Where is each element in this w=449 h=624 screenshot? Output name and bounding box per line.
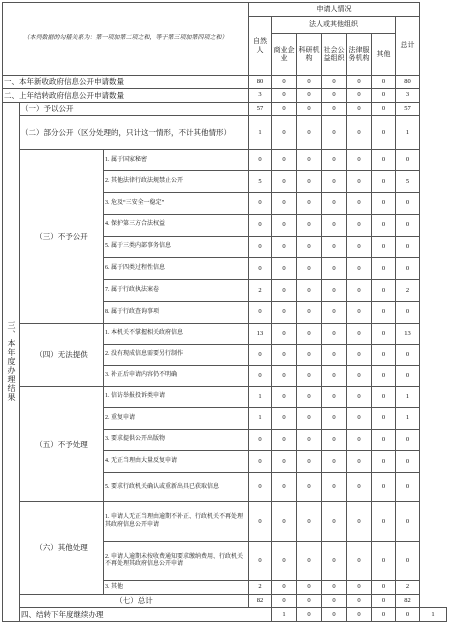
other-value: 0 [372, 89, 396, 103]
other-value: 0 [372, 451, 396, 473]
commercial-value: 0 [272, 258, 297, 280]
research-value: 0 [297, 280, 322, 302]
legal-service-value: 0 [347, 193, 372, 215]
total-value: 1 [396, 407, 420, 429]
row-label: 2. 没有现成信息需要另行制作 [104, 344, 249, 366]
natural-person-value: 0 [249, 150, 272, 171]
other-value: 0 [396, 608, 420, 622]
legal-service-value: 0 [347, 594, 372, 608]
research-header: 科研机构 [297, 34, 322, 76]
commercial-value: 0 [272, 451, 297, 473]
commercial-value: 0 [272, 102, 297, 116]
applicant-info-header: 申请人情况 [249, 3, 420, 17]
other-value: 0 [372, 301, 396, 323]
total-value: 0 [396, 214, 420, 236]
commercial-value: 0 [272, 366, 297, 387]
legal-service-value: 0 [347, 407, 372, 429]
research-value: 0 [297, 451, 322, 473]
total-value: 5 [396, 171, 420, 193]
natural-person-value: 0 [249, 193, 272, 215]
section-three-label: 三、本年度办理结果 [3, 102, 20, 621]
other-value: 0 [372, 214, 396, 236]
header-note: （本列数据的勾稽关系为：第一项加第二项之和，等于第三项加第四项之和） [3, 3, 249, 76]
commercial-value: 0 [272, 89, 297, 103]
commercial-value: 0 [297, 608, 322, 622]
natural-person-value: 13 [249, 323, 272, 344]
row-g1 [3, 102, 447, 116]
legal-service-value: 0 [347, 581, 372, 595]
research-value: 0 [297, 150, 322, 171]
row-label: 1. 申请人无正当理由逾期不补正、行政机关不再处理其政府信息公开申请 [104, 502, 249, 541]
legal-service-value: 0 [347, 366, 372, 387]
legal-service-value: 0 [347, 116, 372, 150]
other-value: 0 [372, 258, 396, 280]
total-value: 0 [396, 473, 420, 502]
total-value: 2 [396, 280, 420, 302]
total-value: 0 [396, 451, 420, 473]
other-value: 0 [372, 280, 396, 302]
legal-service-value: 0 [347, 541, 372, 580]
other-value: 0 [372, 581, 396, 595]
row-label: 8. 属于行政查询事项 [104, 301, 249, 323]
other-value: 0 [372, 429, 396, 451]
row-label: 4. 保护第三方合法权益 [104, 214, 249, 236]
natural-person-value: 0 [249, 502, 272, 541]
social-welfare-value: 0 [322, 280, 347, 302]
social-welfare-value: 0 [322, 193, 347, 215]
row-label: 2. 其他法律行政法规禁止公开 [104, 171, 249, 193]
commercial-value: 0 [272, 280, 297, 302]
social-welfare-value: 0 [322, 594, 347, 608]
research-value: 0 [297, 473, 322, 502]
total-value: 1 [396, 116, 420, 150]
total-value: 57 [396, 102, 420, 116]
row-new-requests [3, 75, 447, 89]
research-value: 0 [297, 387, 322, 408]
social-welfare-value: 0 [347, 608, 372, 622]
row-label: 3. 危及“三安全一稳定” [104, 193, 249, 215]
research-value: 0 [297, 594, 322, 608]
research-value: 0 [297, 502, 322, 541]
other-value: 0 [372, 323, 396, 344]
social-welfare-value: 0 [322, 171, 347, 193]
total-value: 3 [396, 89, 420, 103]
row-label: 6. 属于四类过程性信息 [104, 258, 249, 280]
commercial-value: 0 [272, 429, 297, 451]
other-value: 0 [372, 236, 396, 258]
social-welfare-value: 0 [322, 102, 347, 116]
natural-person-value: 82 [249, 594, 272, 608]
legal-service-value: 0 [347, 429, 372, 451]
natural-person-header: 自然人 [249, 16, 272, 75]
other-value: 0 [372, 366, 396, 387]
legal-service-value: 0 [347, 280, 372, 302]
row-r6-1 [3, 502, 447, 541]
social-welfare-value: 0 [322, 301, 347, 323]
social-welfare-value: 0 [322, 387, 347, 408]
legal-service-value: 0 [347, 171, 372, 193]
natural-person-value: 80 [249, 75, 272, 89]
natural-person-value: 0 [249, 366, 272, 387]
natural-person-value: 1 [249, 407, 272, 429]
other-value: 0 [372, 116, 396, 150]
research-value: 0 [297, 116, 322, 150]
other-value: 0 [372, 344, 396, 366]
natural-person-value: 0 [249, 541, 272, 580]
commercial-value: 0 [272, 150, 297, 171]
legal-service-value: 0 [347, 236, 372, 258]
commercial-value: 0 [272, 541, 297, 580]
natural-person-value: 0 [249, 301, 272, 323]
row-label: 3. 要求提供公开出版物 [104, 429, 249, 451]
other-value: 0 [372, 407, 396, 429]
commercial-value: 0 [272, 75, 297, 89]
total-value: 0 [396, 150, 420, 171]
legal-service-value: 0 [347, 258, 372, 280]
commercial-value: 0 [272, 344, 297, 366]
total-header: 总计 [396, 16, 420, 75]
natural-person-value: 0 [249, 258, 272, 280]
row-label: 4. 无正当理由大量反复申请 [104, 451, 249, 473]
row-label: 5. 要求行政机关确认或重新出具已获取信息 [104, 473, 249, 502]
commercial-value: 0 [272, 594, 297, 608]
row-g2 [3, 116, 447, 150]
legal-service-value: 0 [347, 473, 372, 502]
legal-service-value: 0 [347, 89, 372, 103]
row-label: 3. 其他 [104, 581, 249, 595]
other-value: 0 [372, 541, 396, 580]
legal-service-value: 0 [347, 150, 372, 171]
commercial-value: 0 [272, 581, 297, 595]
commercial-value: 0 [272, 214, 297, 236]
natural-person-value: 0 [249, 473, 272, 502]
commercial-value: 0 [272, 193, 297, 215]
total-value: 0 [396, 301, 420, 323]
legal-service-value: 0 [347, 502, 372, 541]
social-welfare-value: 0 [322, 541, 347, 580]
legal-service-value: 0 [347, 451, 372, 473]
total-value: 82 [396, 594, 420, 608]
social-welfare-value: 0 [322, 236, 347, 258]
legal-service-value: 0 [347, 102, 372, 116]
legal-service-header: 法律服务机构 [347, 34, 372, 76]
natural-person-value: 1 [249, 116, 272, 150]
group-label: （五）不予处理 [20, 387, 104, 502]
legal-service-value: 0 [347, 301, 372, 323]
research-value: 0 [322, 608, 347, 622]
research-value: 0 [297, 214, 322, 236]
row-label: 3. 补正后申请内容仍不明确 [104, 366, 249, 387]
commercial-value: 0 [272, 116, 297, 150]
commercial-value: 0 [272, 236, 297, 258]
commercial-value: 0 [272, 323, 297, 344]
total-value: 0 [396, 429, 420, 451]
other-value: 0 [372, 150, 396, 171]
commercial-value: 0 [272, 502, 297, 541]
commercial-value: 0 [272, 473, 297, 502]
social-welfare-value: 0 [322, 451, 347, 473]
other-value: 0 [372, 193, 396, 215]
research-value: 0 [297, 407, 322, 429]
social-welfare-value: 0 [322, 366, 347, 387]
total-value: 0 [396, 193, 420, 215]
commercial-header: 商业企业 [272, 34, 297, 76]
research-value: 0 [297, 75, 322, 89]
info-disclosure-table [2, 2, 447, 622]
row-label: 2. 重复申请 [104, 407, 249, 429]
research-value: 0 [297, 236, 322, 258]
total-value: 0 [396, 502, 420, 541]
legal-service-value: 0 [347, 214, 372, 236]
total-value: 0 [396, 258, 420, 280]
natural-person-value: 2 [249, 581, 272, 595]
row-label: 二、上年结转政府信息公开申请数量 [3, 89, 249, 103]
natural-person-value: 0 [249, 429, 272, 451]
group-label: （四）无法提供 [20, 323, 104, 386]
research-value: 0 [297, 102, 322, 116]
group-label: （六）其他处理 [20, 502, 104, 594]
research-value: 0 [297, 541, 322, 580]
commercial-value: 0 [272, 171, 297, 193]
row-label: 四、结转下年度继续办理 [20, 608, 272, 622]
row-r4-1 [3, 323, 447, 344]
row-r3-1 [3, 150, 447, 171]
research-value: 0 [297, 429, 322, 451]
other-value: 0 [372, 75, 396, 89]
legal-service-value: 0 [347, 323, 372, 344]
natural-person-value: 0 [249, 214, 272, 236]
research-value: 0 [297, 171, 322, 193]
row-label: （二）部分公开（区分处理的，只计这一情形，不计其他情形） [20, 116, 249, 150]
social-welfare-value: 0 [322, 116, 347, 150]
total-value: 1 [420, 608, 447, 622]
natural-person-value: 57 [249, 102, 272, 116]
research-value: 0 [297, 366, 322, 387]
other-value: 0 [372, 502, 396, 541]
legal-service-value: 0 [372, 608, 396, 622]
other-value: 0 [372, 171, 396, 193]
social-welfare-value: 0 [322, 473, 347, 502]
row-label: 1. 信访举报投诉类申请 [104, 387, 249, 408]
total-value: 0 [396, 541, 420, 580]
total-value: 0 [396, 236, 420, 258]
natural-person-value: 0 [249, 344, 272, 366]
natural-person-value: 3 [249, 89, 272, 103]
other-header: 其他 [372, 34, 396, 76]
group-label: （三）不予公开 [20, 150, 104, 323]
total-value: 0 [396, 344, 420, 366]
research-value: 0 [297, 581, 322, 595]
row-carried-over [3, 89, 447, 103]
natural-person-value: 5 [249, 171, 272, 193]
commercial-value: 0 [272, 301, 297, 323]
social-welfare-value: 0 [322, 502, 347, 541]
other-value: 0 [372, 387, 396, 408]
social-welfare-header: 社会公益组织 [322, 34, 347, 76]
total-value: 13 [396, 323, 420, 344]
row-label: 1. 本机关不掌握相关政府信息 [104, 323, 249, 344]
research-value: 0 [297, 89, 322, 103]
total-value: 80 [396, 75, 420, 89]
legal-service-value: 0 [347, 387, 372, 408]
social-welfare-value: 0 [322, 581, 347, 595]
legal-service-value: 0 [347, 344, 372, 366]
total-value: 0 [396, 366, 420, 387]
natural-person-value: 1 [249, 387, 272, 408]
research-value: 0 [297, 193, 322, 215]
natural-person-value: 1 [272, 608, 297, 622]
social-welfare-value: 0 [322, 214, 347, 236]
total-value: 2 [396, 581, 420, 595]
commercial-value: 0 [272, 387, 297, 408]
row-label: 5. 属于三类内部事务信息 [104, 236, 249, 258]
social-welfare-value: 0 [322, 89, 347, 103]
social-welfare-value: 0 [322, 407, 347, 429]
social-welfare-value: 0 [322, 344, 347, 366]
other-value: 0 [372, 594, 396, 608]
social-welfare-value: 0 [322, 429, 347, 451]
row-label: （一）予以公开 [20, 102, 249, 116]
row-carry-next [3, 608, 447, 622]
natural-person-value: 0 [249, 451, 272, 473]
row-g7 [3, 594, 447, 608]
row-label: 2. 申请人逾期未按收费通知要求缴纳费用、行政机关不再处理其政府信息公开申请 [104, 541, 249, 580]
natural-person-value: 2 [249, 280, 272, 302]
social-welfare-value: 0 [322, 150, 347, 171]
commercial-value: 0 [272, 407, 297, 429]
other-value: 0 [372, 473, 396, 502]
row-label: （七）总计 [20, 594, 249, 608]
research-value: 0 [297, 344, 322, 366]
other-value: 0 [372, 102, 396, 116]
natural-person-value: 0 [249, 236, 272, 258]
row-r5-1 [3, 387, 447, 408]
total-value: 1 [396, 387, 420, 408]
research-value: 0 [297, 323, 322, 344]
social-welfare-value: 0 [322, 75, 347, 89]
social-welfare-value: 0 [322, 258, 347, 280]
legal-entities-header: 法人或其他组织 [272, 16, 396, 34]
research-value: 0 [297, 301, 322, 323]
social-welfare-value: 0 [322, 323, 347, 344]
research-value: 0 [297, 258, 322, 280]
row-label: 7. 属于行政执法案卷 [104, 280, 249, 302]
row-label: 1. 属于国家秘密 [104, 150, 249, 171]
legal-service-value: 0 [347, 75, 372, 89]
row-label: 一、本年新收政府信息公开申请数量 [3, 75, 249, 89]
